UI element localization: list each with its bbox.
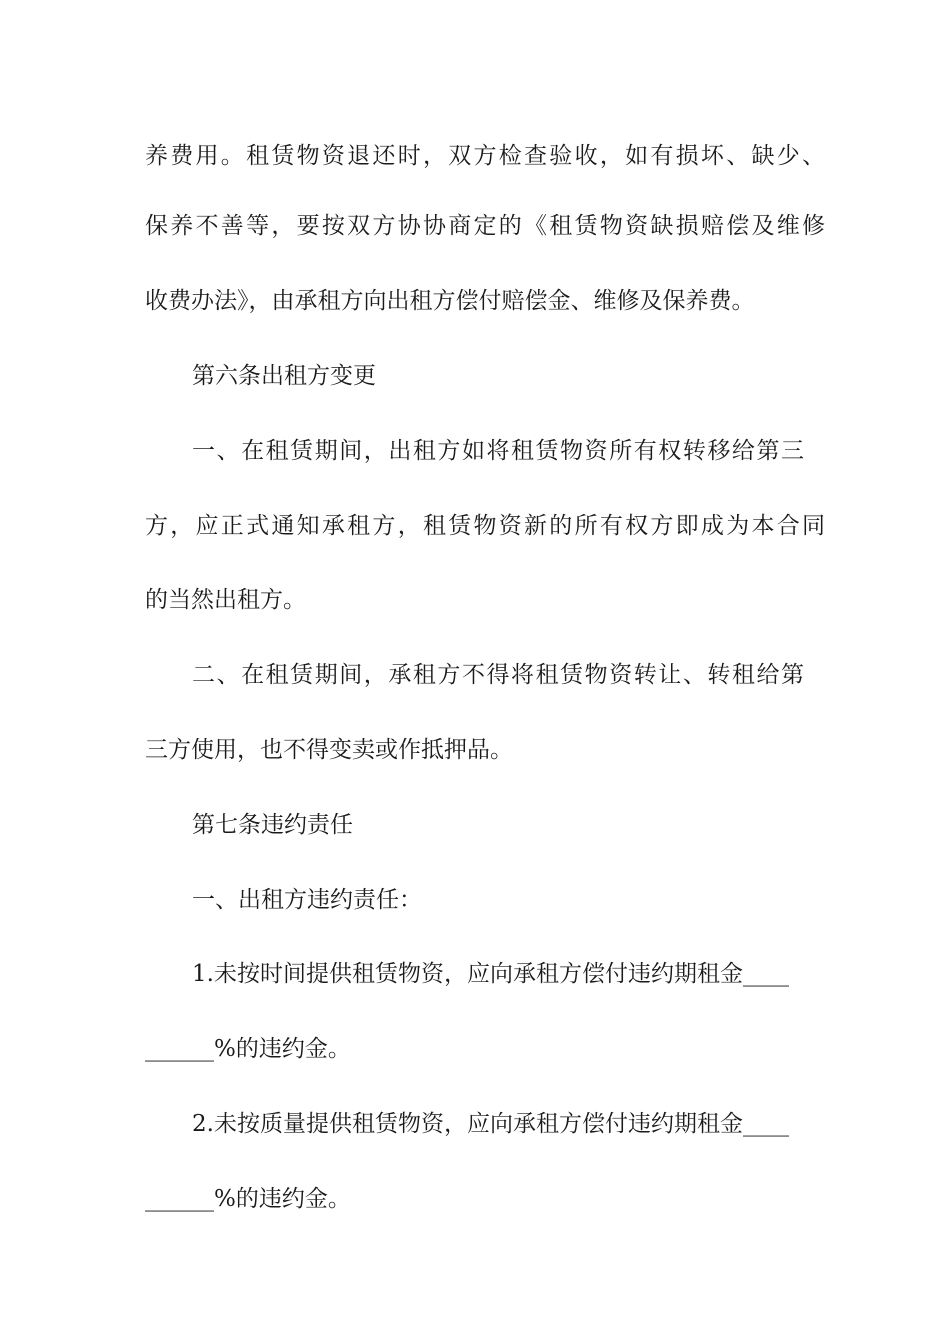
paragraph-line-8: 二、在租赁期间，承租方不得将租赁物资转让、转租给第: [192, 662, 804, 688]
paragraph-line-2: 保养不善等，要按双方协协商定的《租赁物资缺损赔偿及维修: [145, 213, 825, 239]
clause-1-line-1: 1.未按时间提供租赁物资，应向承租方偿付违约期租金____: [192, 961, 789, 987]
paragraph-line-9: 三方使用，也不得变卖或作抵押品。: [145, 737, 513, 763]
paragraph-line-3: 收费办法》，由承租方向出租方偿付赔偿金、维修及保养费。: [145, 288, 755, 314]
section-heading-lessor-liability: 一、出租方违约责任：: [192, 887, 422, 913]
article-heading-6: 第六条出租方变更: [192, 363, 376, 389]
paragraph-line-6: 方，应正式通知承租方，租赁物资新的所有权方即成为本合同: [145, 513, 825, 539]
paragraph-line-5: 一、在租赁期间，出租方如将租赁物资所有权转移给第三: [192, 438, 804, 464]
clause-2-line-1: 2.未按质量提供租赁物资，应向承租方偿付违约期租金____: [192, 1111, 789, 1137]
paragraph-line-1: 养费用。租赁物资退还时，双方检查验收，如有损坏、缺少、: [145, 143, 825, 169]
article-heading-7: 第七条违约责任: [192, 812, 353, 838]
paragraph-line-7: 的当然出租方。: [145, 587, 306, 613]
clause-1-line-2: ______%的违约金。: [145, 1036, 351, 1062]
clause-2-line-2: ______%的违约金。: [145, 1186, 351, 1212]
